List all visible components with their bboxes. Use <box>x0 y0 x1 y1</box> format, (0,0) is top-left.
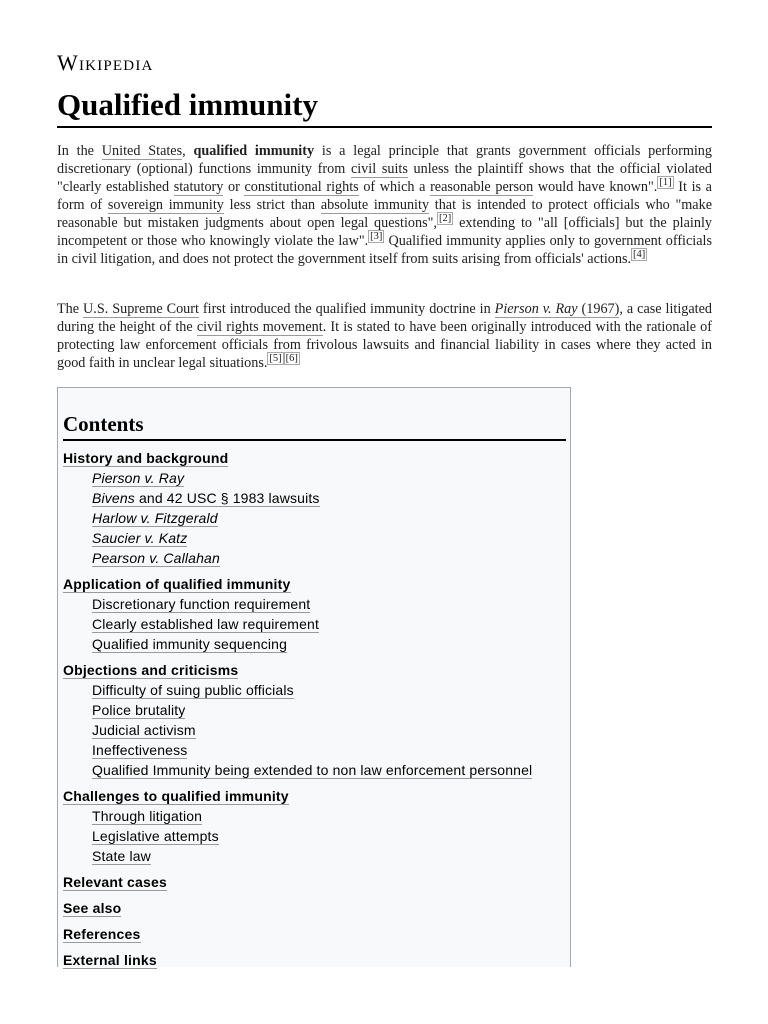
toc-title: Contents <box>63 412 144 436</box>
toc-link-references[interactable]: References <box>63 926 141 942</box>
toc-link-through-litigation[interactable]: Through litigation <box>92 808 203 824</box>
toc-subitem <box>92 680 565 700</box>
text: , <box>182 143 194 159</box>
intro-paragraph-2 <box>57 300 712 372</box>
case-year: (1967) <box>577 301 620 317</box>
link-pierson-v-ray[interactable] <box>495 301 620 318</box>
toc-subitem <box>92 594 565 614</box>
citation <box>267 352 300 365</box>
toc-section <box>63 786 565 866</box>
toc-section <box>63 924 565 944</box>
citation-link-4[interactable]: [4] <box>633 249 646 260</box>
toc-link-difficulty-suing[interactable]: Difficulty of suing public officials <box>92 682 294 698</box>
toc-heading <box>63 924 565 944</box>
wikipedia-wordmark[interactable]: Wikipedia <box>57 50 154 75</box>
bold-term: qualified immunity <box>193 143 315 159</box>
toc-link-challenges[interactable]: Challenges to qualified immunity <box>63 788 289 804</box>
case-name: Pierson v. Ray <box>494 301 578 317</box>
text: unless the plaintiff shows that the official violated "clearly established <box>57 161 712 195</box>
toc-sublist <box>63 806 565 866</box>
toc-heading <box>63 574 565 594</box>
toc-section <box>63 574 565 654</box>
link-civil-rights-movement[interactable]: civil rights movement <box>196 319 323 335</box>
text: first introduced the qualified immunity doctrine in <box>198 301 495 317</box>
toc-subitem <box>92 806 565 826</box>
toc-section <box>63 660 565 780</box>
toc-link-judicial-activism[interactable]: Judicial activism <box>92 722 196 738</box>
text: Qualified immunity applies only to government officials in civil litigation, and does not protect the government itself from suits arising from officials' actions. <box>57 233 712 267</box>
toc-link-pierson-v-ray[interactable]: Pierson v. Ray <box>92 470 185 486</box>
toc-link-relevant-cases[interactable]: Relevant cases <box>63 874 167 890</box>
link-absolute-immunity[interactable]: absolute immunity <box>320 197 430 213</box>
toc-link-text: and 42 USC § 1983 lawsuits <box>134 490 320 506</box>
toc-link-ineffectiveness[interactable]: Ineffectiveness <box>92 742 188 758</box>
toc-subitem <box>92 548 565 568</box>
toc-link-clearly-established-law[interactable]: Clearly established law requirement <box>92 616 320 632</box>
toc-link-application[interactable]: Application of qualified immunity <box>63 576 291 592</box>
toc-list <box>63 448 565 970</box>
table-of-contents <box>57 387 571 967</box>
toc-link-external-links[interactable]: External links <box>63 952 157 968</box>
toc-heading <box>63 786 565 806</box>
toc-section <box>63 950 565 970</box>
toc-heading <box>63 448 565 468</box>
text: The <box>57 301 84 317</box>
link-sovereign-immunity[interactable]: sovereign immunity <box>107 197 224 213</box>
text: is a legal principle that grants government officials performing discretionary (optional) functions immunity from <box>57 143 712 177</box>
case-name: Bivens <box>92 490 135 506</box>
citation <box>437 212 453 225</box>
toc-subitem <box>92 720 565 740</box>
text: that is intended to protect officials who "make reasonable but mistaken judgments about open legal questions", <box>57 197 712 231</box>
text: or <box>223 179 245 195</box>
toc-link-non-law-enforcement[interactable]: Qualified Immunity being extended to non law enforcement personnel <box>92 762 533 778</box>
text: It is a form of <box>57 179 712 213</box>
toc-section <box>63 448 565 568</box>
toc-heading <box>63 660 565 680</box>
toc-sublist <box>63 594 565 654</box>
toc-subitem <box>92 760 565 780</box>
toc-link-objections[interactable]: Objections and criticisms <box>63 662 239 678</box>
toc-subitem <box>92 700 565 720</box>
text: . It is stated to have been originally introduced with the rationale of protecting law enforcement officials from frivolous lawsuits and financial liability in cases where they acted in good faith in unclear legal situations. <box>57 319 712 371</box>
toc-subitem <box>92 614 565 634</box>
toc-subitem <box>92 846 565 866</box>
toc-sublist <box>63 680 565 780</box>
citation-link-1[interactable]: [1] <box>659 177 672 188</box>
text: , a case litigated during the height of the <box>57 301 713 335</box>
toc-link-sequencing[interactable]: Qualified immunity sequencing <box>92 636 288 652</box>
intro-paragraph-1 <box>57 142 712 268</box>
toc-link-legislative-attempts[interactable]: Legislative attempts <box>92 828 219 844</box>
toc-divider <box>63 439 566 441</box>
link-us-supreme-court[interactable]: U.S. Supreme Court <box>83 301 199 317</box>
toc-link-see-also[interactable]: See also <box>63 900 122 916</box>
toc-link-discretionary-function[interactable]: Discretionary function requirement <box>92 596 311 612</box>
toc-subitem <box>92 508 565 528</box>
citation-link-3[interactable]: [3] <box>370 231 383 242</box>
toc-section <box>63 872 565 892</box>
text: of which a <box>358 179 431 195</box>
citation <box>368 230 384 243</box>
toc-subitem <box>92 488 565 508</box>
link-statutory[interactable]: statutory <box>173 179 224 195</box>
toc-heading <box>63 950 565 970</box>
toc-link-police-brutality[interactable]: Police brutality <box>92 702 186 718</box>
toc-subitem <box>92 740 565 760</box>
toc-subitem <box>92 468 565 488</box>
text: In the <box>57 143 102 159</box>
toc-link-history-and-background[interactable]: History and background <box>63 450 229 466</box>
toc-link-bivens-1983[interactable] <box>92 490 320 507</box>
text: extending to "all [officials] but the plainly incompetent or those who knowingly violate the law". <box>57 215 712 249</box>
toc-link-harlow-v-fitzgerald[interactable]: Harlow v. Fitzgerald <box>92 510 218 526</box>
toc-link-saucier-v-katz[interactable]: Saucier v. Katz <box>92 530 188 546</box>
toc-link-pearson-v-callahan[interactable]: Pearson v. Callahan <box>92 550 220 566</box>
text: would have known". <box>533 179 658 195</box>
citation-link-5[interactable]: [5] <box>269 353 282 364</box>
toc-subitem <box>92 528 565 548</box>
title-divider <box>57 126 712 128</box>
citation-link-6[interactable]: [6] <box>285 353 298 364</box>
link-civil-suits[interactable]: civil suits <box>350 161 408 177</box>
toc-link-state-law[interactable]: State law <box>92 848 151 864</box>
text: less strict than <box>223 197 321 213</box>
link-united-states[interactable]: United States <box>101 143 183 159</box>
citation <box>657 176 673 189</box>
toc-section <box>63 898 565 918</box>
link-reasonable-person[interactable]: reasonable person <box>430 179 534 195</box>
citation <box>631 248 647 261</box>
toc-heading <box>63 898 565 918</box>
toc-heading <box>63 872 565 892</box>
citation-link-2[interactable]: [2] <box>438 213 452 224</box>
page-title: Qualified immunity <box>57 87 318 122</box>
link-constitutional-rights[interactable]: constitutional rights <box>244 179 359 195</box>
toc-sublist <box>63 468 565 568</box>
toc-subitem <box>92 634 565 654</box>
toc-subitem <box>92 826 565 846</box>
